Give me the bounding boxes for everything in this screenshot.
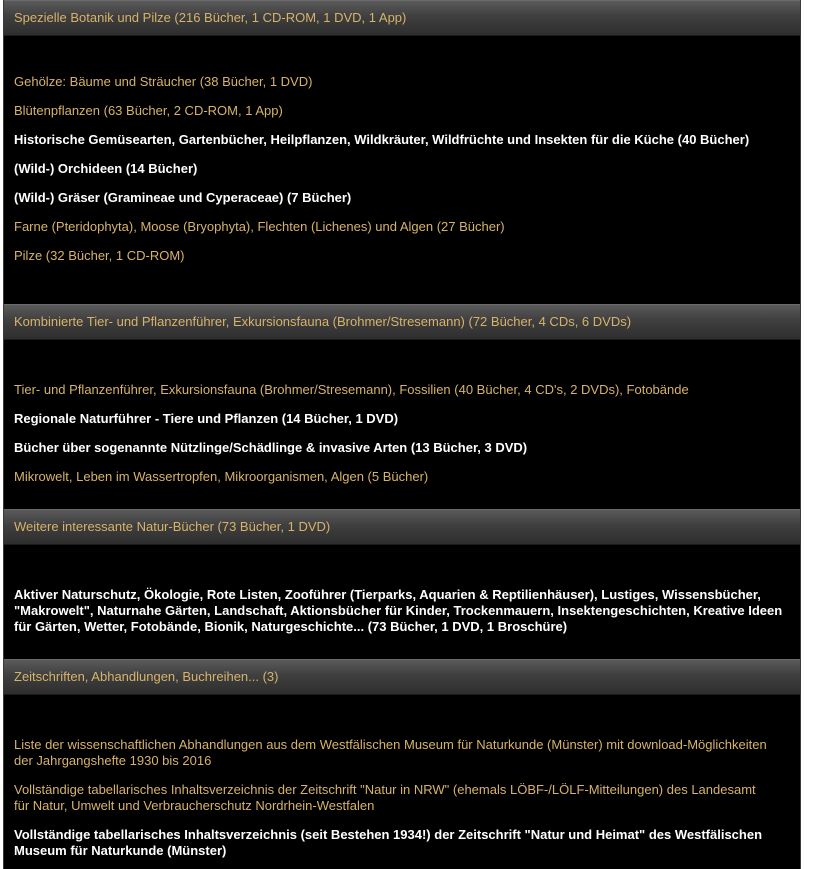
list-item[interactable]: Aktiver Naturschutz, Ökologie, Rote Listen, Zooführer (Tierparks, Aquarien & Reptilienhäuser), Lustiges, Wissensbücher, "Makrowelt", Naturnahe Gärten, Landschaft, Aktionsbücher für Kinder, Trockenmauern, Insektengeschichten, Kreative Ideen für Gärten, Wetter, Fotobände, Bionik, Naturgeschichte... (73 Bücher, 1 DVD, 1 Broschüre) <box>14 587 783 634</box>
category-list <box>3 0 801 869</box>
section-title: Zeitschriften, Abhandlungen, Buchreihen... (3) <box>14 669 279 684</box>
list-item[interactable]: Liste der wissenschaftlichen Abhandlungen aus dem Westfälischen Museum für Naturkunde (Münster) mit download-Möglichkeiten der Jahrgangshefte 1930 bis 2016 <box>14 737 767 768</box>
list-item[interactable]: Regionale Naturführer - Tiere und Pflanzen (14 Bücher, 1 DVD) <box>14 411 399 426</box>
section-header-natur-buecher[interactable] <box>4 509 800 545</box>
section-title: Kombinierte Tier- und Pflanzenführer, Exkursionsfauna (Brohmer/Stresemann) (72 Bücher, 4 CDs, 6 DVDs) <box>14 314 632 329</box>
list-item[interactable]: Blütenpflanzen (63 Bücher, 2 CD-ROM, 1 App) <box>14 103 283 118</box>
list-item[interactable]: (Wild-) Gräser (Gramineae und Cyperaceae) (7 Bücher) <box>14 190 352 205</box>
section-header-zeitschriften[interactable] <box>4 659 800 695</box>
section-header-botanik[interactable] <box>4 0 800 36</box>
list-item[interactable]: Tier- und Pflanzenführer, Exkursionsfauna (Brohmer/Stresemann), Fossilien (40 Bücher, 4 CD's, 2 DVDs), Fotobände <box>14 382 689 397</box>
list-item[interactable]: Vollständige tabellarisches Inhaltsverzeichnis (seit Bestehen 1934!) der Zeitschrift "Natur und Heimat" des Westfälischen Museum für Naturkunde (Münster) <box>14 827 763 858</box>
list-item[interactable]: Farne (Pteridophyta), Moose (Bryophyta), Flechten (Lichenes) und Algen (27 Bücher) <box>14 219 505 234</box>
list-item[interactable]: Vollständige tabellarisches Inhaltsverzeichnis der Zeitschrift "Natur in NRW" (ehemals LÖBF-/LÖLF-Mitteilungen) des Landesamt für Natur, Umwelt und Verbraucherschutz Nordrhein-Westfalen <box>14 782 756 813</box>
list-item[interactable]: Gehölze: Bäume und Sträucher (38 Bücher, 1 DVD) <box>14 74 313 89</box>
list-item[interactable]: Mikrowelt, Leben im Wassertropfen, Mikroorganismen, Algen (5 Bücher) <box>14 469 429 484</box>
page-margin <box>805 0 820 869</box>
section-header-tier-pflanzenfuehrer[interactable] <box>4 304 800 340</box>
section-title: Spezielle Botanik und Pilze (216 Bücher, 1 CD-ROM, 1 DVD, 1 App) <box>14 10 407 25</box>
list-item[interactable]: Historische Gemüsearten, Gartenbücher, Heilpflanzen, Wildkräuter, Wildfrüchte und Insekten für die Küche (40 Bücher) <box>14 132 750 147</box>
section-title: Weitere interessante Natur-Bücher (73 Bücher, 1 DVD) <box>14 519 331 534</box>
list-item[interactable]: (Wild-) Orchideen (14 Bücher) <box>14 161 198 176</box>
list-item[interactable]: Pilze (32 Bücher, 1 CD-ROM) <box>14 248 185 263</box>
list-item[interactable]: Bücher über sogenannte Nützlinge/Schädlinge & invasive Arten (13 Bücher, 3 DVD) <box>14 440 528 455</box>
